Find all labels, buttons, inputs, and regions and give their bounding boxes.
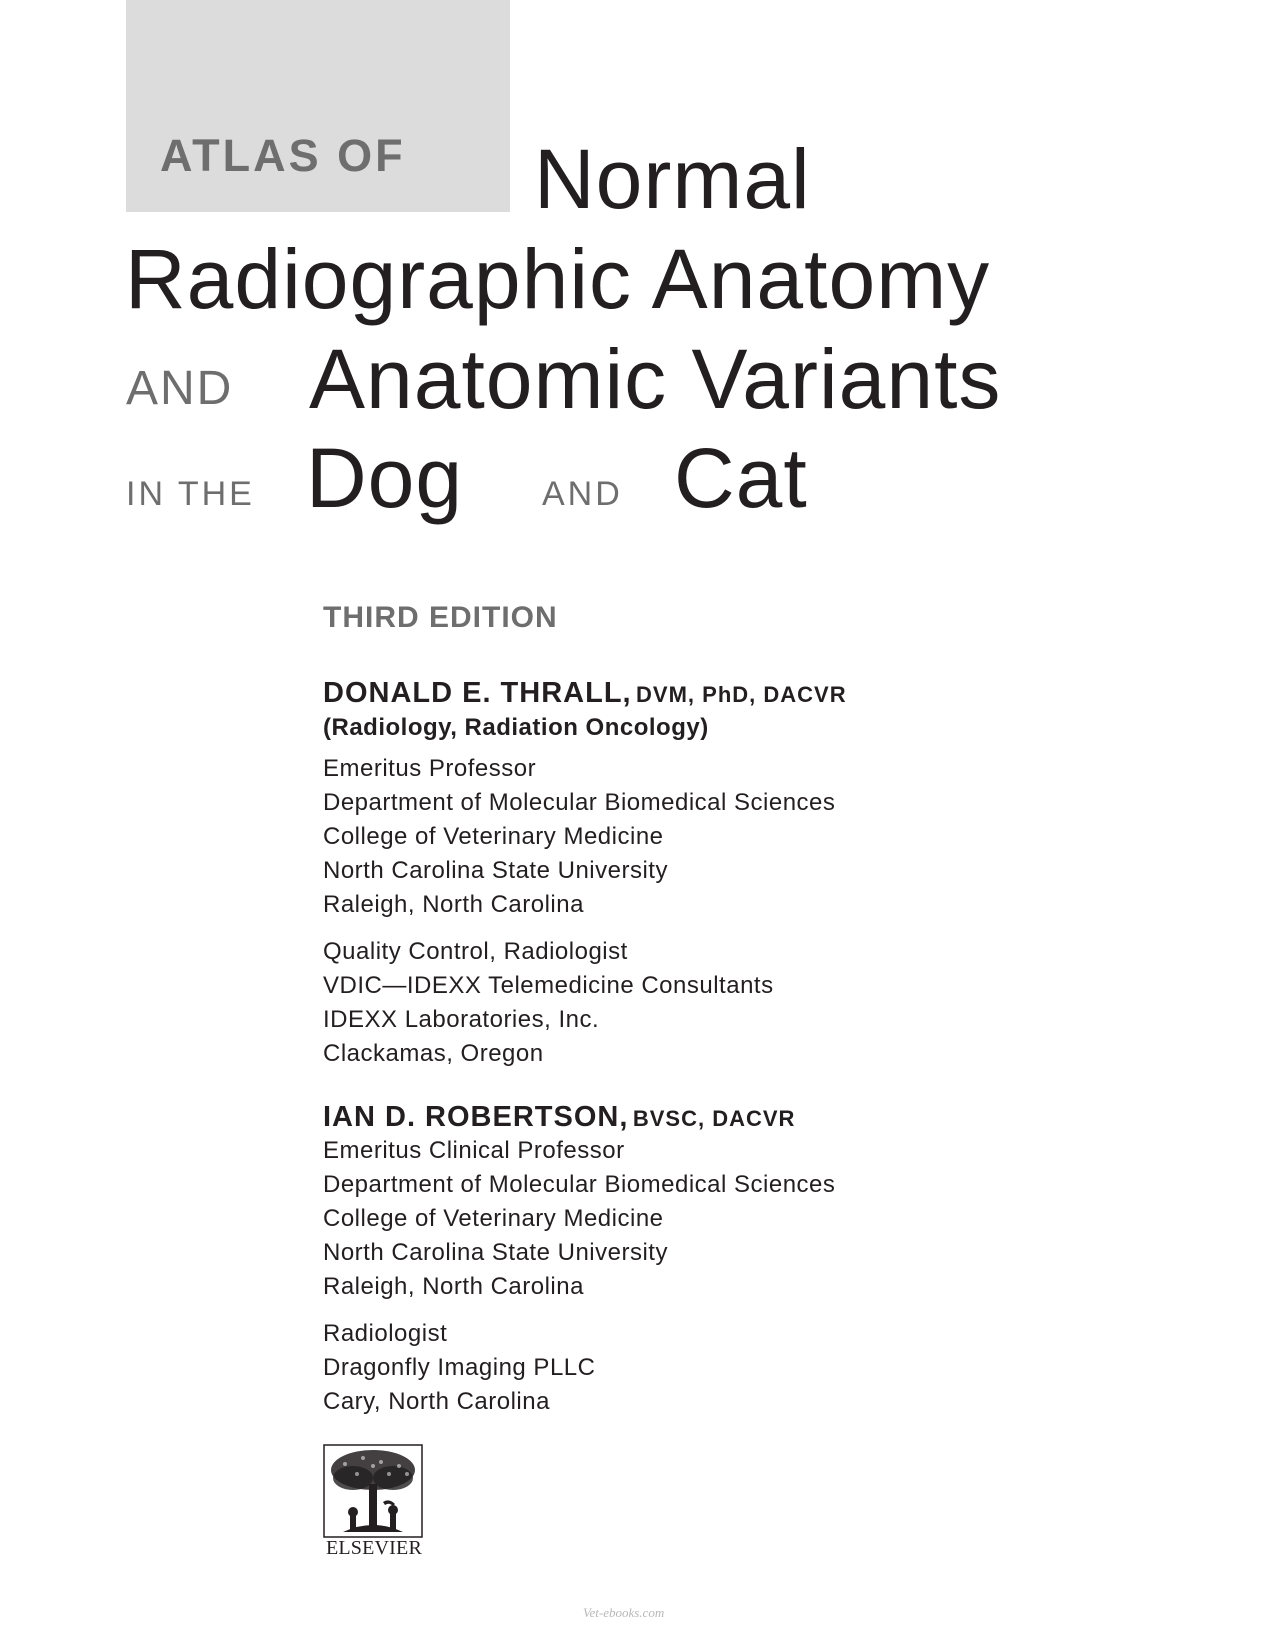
author-credentials: DVM, PhD, DACVR — [636, 682, 847, 707]
author-credentials: BVSC, DACVR — [632, 1106, 796, 1131]
affiliation-line: Clackamas, Oregon — [323, 1040, 544, 1067]
affiliation-line: VDIC—IDEXX Telemedicine Consultants — [323, 972, 774, 999]
author-name: IAN D. ROBERTSON, — [323, 1101, 629, 1133]
title-line-anatomic-variants: Anatomic Variants — [309, 332, 1002, 426]
affiliation-line: Cary, North Carolina — [323, 1388, 550, 1415]
edition-label: THIRD EDITION — [323, 601, 558, 634]
title-in-the-connector: IN THE — [126, 475, 255, 513]
title-word-dog: Dog — [306, 431, 464, 525]
author-heading — [323, 677, 847, 710]
author-specialty: (Radiology, Radiation Oncology) — [323, 714, 709, 741]
affiliation-block — [323, 935, 774, 1071]
affiliation-line: North Carolina State University — [323, 857, 668, 884]
affiliation-line: Raleigh, North Carolina — [323, 891, 584, 918]
affiliation-line: Emeritus Clinical Professor — [323, 1137, 625, 1164]
title-and-connector: AND — [126, 362, 234, 415]
title-line-radiographic-anatomy: Radiographic Anatomy — [125, 232, 991, 326]
author-name: DONALD E. THRALL, — [323, 677, 632, 709]
title-and-connector-2: AND — [542, 475, 623, 513]
title-line-normal: Normal — [534, 132, 811, 226]
affiliation-line: Department of Molecular Biomedical Sciences — [323, 789, 836, 816]
affiliation-line: North Carolina State University — [323, 1239, 668, 1266]
author-heading — [323, 1101, 795, 1134]
affiliation-line: Raleigh, North Carolina — [323, 1273, 584, 1300]
publisher-name: ELSEVIER — [325, 1537, 423, 1559]
affiliation-line: College of Veterinary Medicine — [323, 823, 664, 850]
title-word-cat: Cat — [674, 431, 808, 525]
atlas-of-label: ATLAS OF — [160, 130, 406, 181]
affiliation-line: College of Veterinary Medicine — [323, 1205, 664, 1232]
affiliation-line: IDEXX Laboratories, Inc. — [323, 1006, 600, 1033]
affiliation-line: Dragonfly Imaging PLLC — [323, 1354, 596, 1381]
affiliation-block — [323, 1134, 835, 1304]
affiliation-line: Quality Control, Radiologist — [323, 938, 628, 965]
watermark: Vet-ebooks.com — [583, 1605, 665, 1620]
affiliation-block — [323, 1317, 595, 1419]
affiliation-line: Radiologist — [323, 1320, 448, 1347]
affiliation-block — [323, 752, 835, 922]
affiliation-line: Department of Molecular Biomedical Sciences — [323, 1171, 836, 1198]
affiliation-line: Emeritus Professor — [323, 755, 537, 782]
